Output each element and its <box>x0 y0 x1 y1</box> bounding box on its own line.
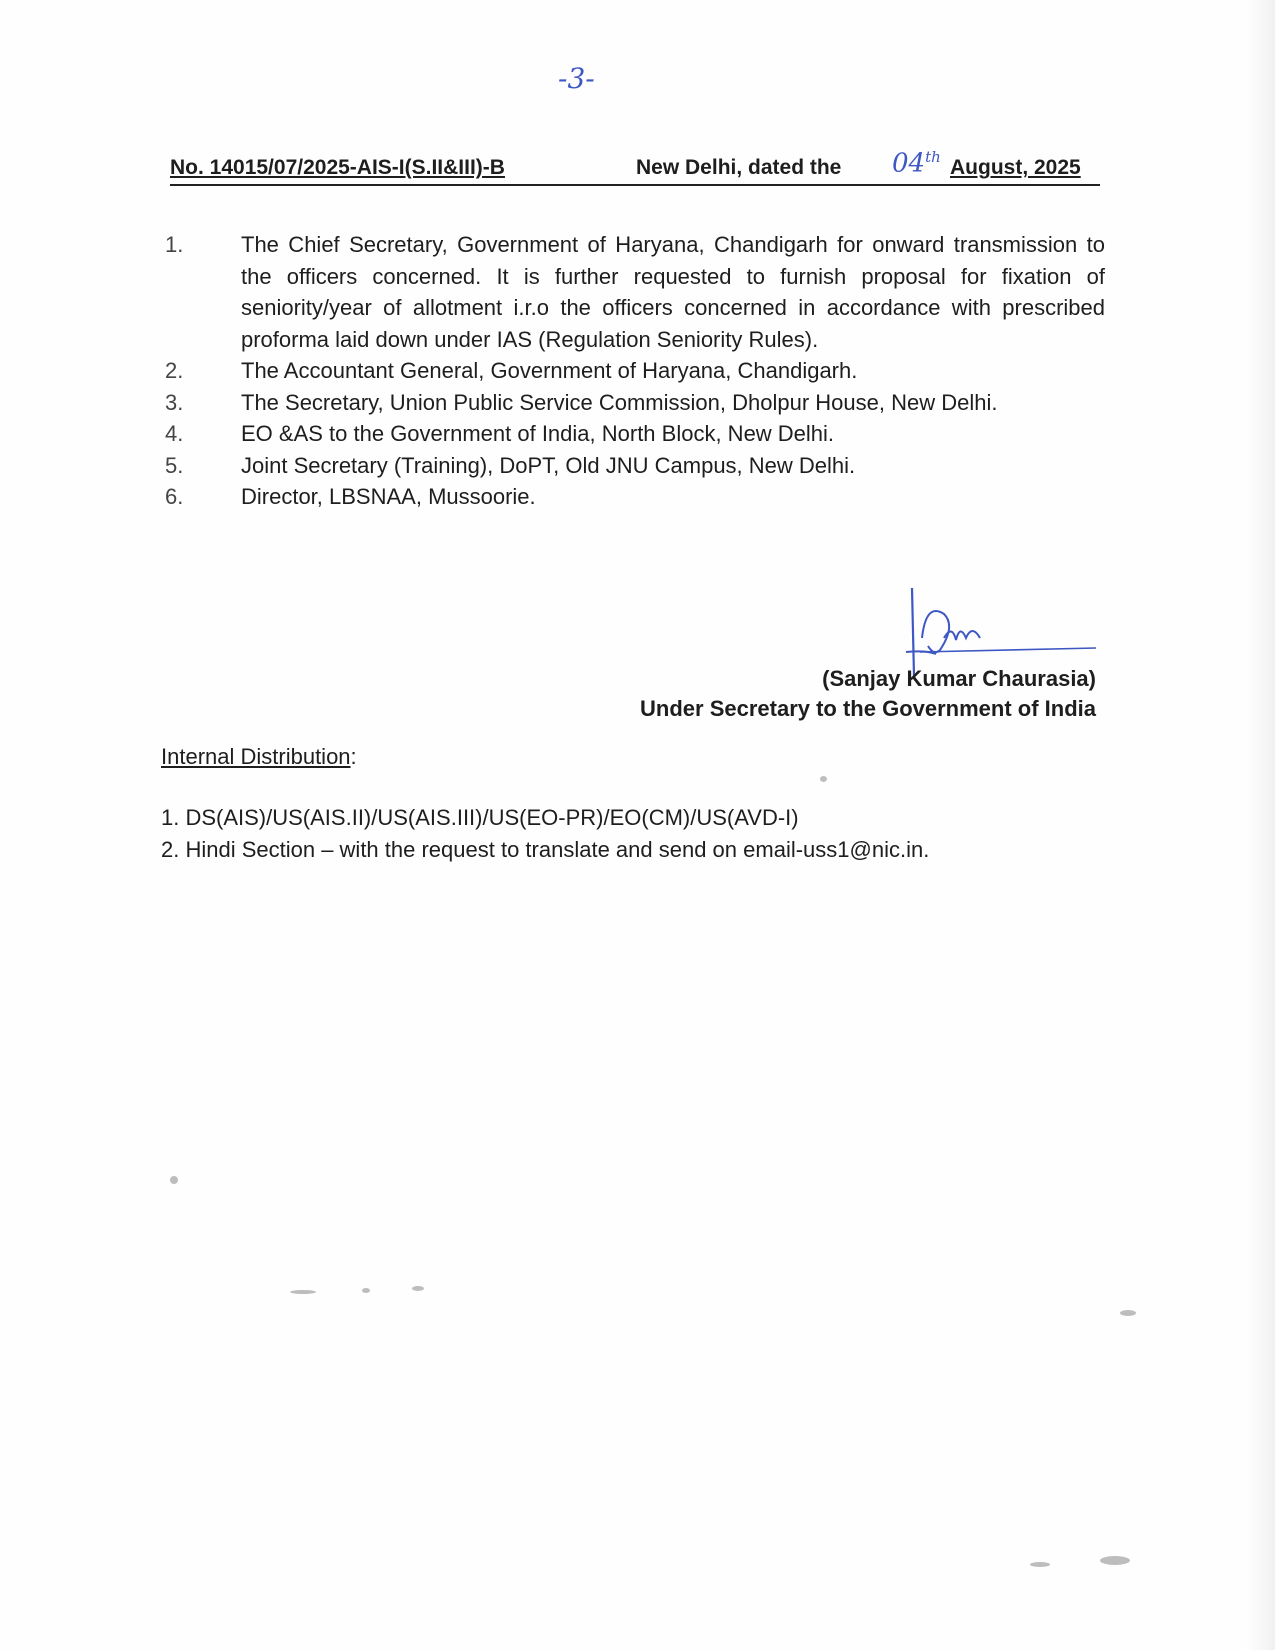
signatory-designation: Under Secretary to the Government of India <box>640 696 1096 721</box>
scan-speck <box>170 1176 178 1184</box>
scan-speck <box>820 776 827 782</box>
internal-distribution-colon: : <box>350 744 357 769</box>
item-number: 1. <box>165 232 184 257</box>
distribution-item <box>165 481 1105 513</box>
distribution-list <box>165 229 1105 513</box>
item-number: 5. <box>165 452 184 478</box>
item-number: 6. <box>165 484 184 509</box>
document-header <box>170 148 1100 186</box>
month-year: August, 2025 <box>950 156 1081 179</box>
file-number: No. 14015/07/2025-AIS-I(S.II&III)-B <box>170 156 505 179</box>
internal-distribution-title: Internal Distribution <box>161 744 351 769</box>
scan-edge-shadow <box>1245 0 1275 1650</box>
page-number: -3- <box>558 62 595 95</box>
scan-speck <box>1120 1310 1136 1316</box>
internal-distribution-list <box>161 802 929 866</box>
internal-item: 1. DS(AIS)/US(AIS.II)/US(AIS.III)/US(EO-PR)/EO(CM)/US(AVD-I) <box>161 805 799 830</box>
distribution-item <box>165 418 1105 450</box>
item-number: 3. <box>165 389 184 415</box>
handwritten-day: 04 <box>892 148 926 179</box>
item-text: EO &AS to the Government of India, North Block, New Delhi. <box>241 421 835 446</box>
item-text: The Accountant General, Government of Haryana, Chandigarh. <box>241 358 858 383</box>
scan-speck <box>1100 1556 1130 1565</box>
handwritten-day-suffix: th <box>925 148 941 166</box>
scan-speck <box>362 1288 370 1293</box>
distribution-item <box>165 387 1105 419</box>
handwritten-date <box>892 148 941 179</box>
item-text: Director, LBSNAA, Mussoorie. <box>241 484 536 509</box>
distribution-item <box>165 229 1105 355</box>
item-text: Joint Secretary (Training), DoPT, Old JNU Campus, New Delhi. <box>241 452 856 478</box>
scan-speck <box>1030 1562 1050 1567</box>
item-text: The Chief Secretary, Government of Haryana, Chandigarh for onward transmission to the officers concerned. It is further requested to furnish proposal for fixation of seniority/year of allotment i.r.o the officers concerned in accordance with prescribed proforma laid down under IAS (Regulation Seniority Rules). <box>241 232 1105 352</box>
item-text: The Secretary, Union Public Service Commission, Dholpur House, New Delhi. <box>241 389 998 415</box>
scan-speck <box>412 1286 424 1291</box>
item-number: 2. <box>165 358 184 383</box>
internal-item: 2. Hindi Section – with the request to translate and send on email-uss1@nic.in. <box>161 837 930 862</box>
distribution-item <box>165 355 1105 387</box>
signatory-name: (Sanjay Kumar Chaurasia) <box>822 666 1096 691</box>
place-date-prefix: New Delhi, dated the <box>636 156 842 179</box>
distribution-item <box>165 450 1105 482</box>
item-number: 4. <box>165 421 184 446</box>
signature-block <box>560 580 1100 720</box>
internal-distribution-heading <box>161 744 357 770</box>
scan-speck <box>290 1290 316 1294</box>
